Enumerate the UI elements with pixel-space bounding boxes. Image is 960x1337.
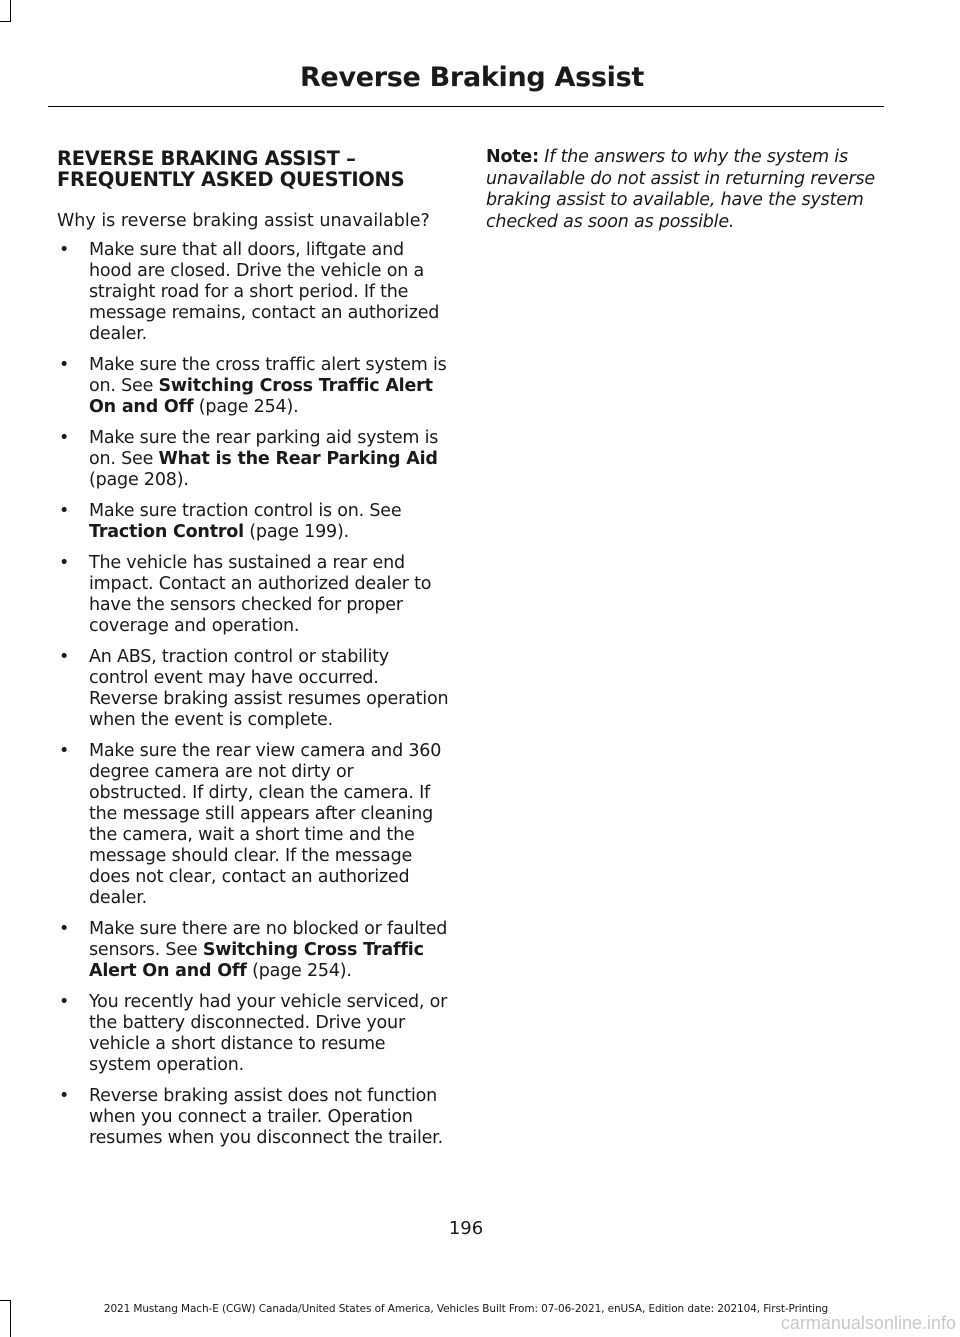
section-heading xyxy=(57,148,452,190)
faq-list-item xyxy=(57,919,452,982)
faq-list-item xyxy=(57,992,452,1076)
cross-reference-link[interactable]: What is the Rear Parking Aid xyxy=(158,449,438,469)
faq-list-item xyxy=(57,1086,452,1149)
page-number: 196 xyxy=(448,1218,484,1239)
right-column xyxy=(486,147,886,233)
cross-reference-link[interactable]: Switching Cross Traffic Alert On and Off xyxy=(89,376,433,417)
bullet-glyph: • xyxy=(59,501,70,521)
page-reference: (page 254). xyxy=(193,397,299,417)
list-item-text: Make sure the cross traffic alert system is on. See xyxy=(89,355,447,396)
bullet-glyph: • xyxy=(59,428,70,448)
cross-reference-link[interactable]: Switching Cross Traffic Alert On and Off xyxy=(89,940,424,981)
page-reference: (page 208). xyxy=(89,470,189,490)
faq-list-item xyxy=(57,240,452,345)
bullet-glyph: • xyxy=(59,919,70,939)
crop-mark xyxy=(10,0,11,22)
faq-answer-list xyxy=(57,240,452,1149)
section-heading-line2: FREQUENTLY ASKED QUESTIONS xyxy=(57,168,405,191)
list-item-text: Make sure that all doors, liftgate and hood are closed. Drive the vehicle on a straight road for a short period. If the message remains, contact an authorized dealer. xyxy=(89,240,440,344)
crop-mark xyxy=(0,1300,11,1301)
cross-reference-link[interactable]: Traction Control xyxy=(89,522,244,542)
list-item-text: Make sure the rear view camera and 360 degree camera are not dirty or obstructed. If dirty, clean the camera. If the message still appears after cleaning the camera, wait a short time and the message should clear. If the message does not clear, contact an authorized dealer. xyxy=(89,741,442,908)
header-divider xyxy=(48,106,884,107)
faq-list-item xyxy=(57,501,452,543)
list-item-text: Make sure there are no blocked or faulted sensors. See xyxy=(89,919,448,960)
section-heading-line1: REVERSE BRAKING ASSIST – xyxy=(57,147,356,170)
watermark-text: carmanualsonline.info xyxy=(780,1313,956,1333)
bullet-glyph: • xyxy=(59,355,70,375)
faq-list-item xyxy=(57,647,452,731)
note-label: Note: xyxy=(486,147,539,167)
list-item-text: Make sure traction control is on. See xyxy=(89,501,402,521)
footer-edition-text: 2021 Mustang Mach-E (CGW) Canada/United States of America, Vehicles Built From: 07-06-2021, enUSA, Edition date: 202104, First-Printing xyxy=(103,1303,829,1315)
page-reference: (page 254). xyxy=(246,961,352,981)
faq-list-item xyxy=(57,355,452,418)
bullet-glyph: • xyxy=(59,553,70,573)
list-item-text: Reverse braking assist does not function when you connect a trailer. Operation resumes when you disconnect the trailer. xyxy=(89,1086,443,1148)
note-paragraph xyxy=(486,147,886,233)
crop-mark xyxy=(0,21,11,22)
faq-list-item xyxy=(57,428,452,491)
bullet-glyph: • xyxy=(59,741,70,761)
bullet-glyph: • xyxy=(59,647,70,667)
left-column xyxy=(57,148,452,1159)
bullet-glyph: • xyxy=(59,1086,70,1106)
list-item-text: The vehicle has sustained a rear end impact. Contact an authorized dealer to have the sensors checked for proper coverage and operation. xyxy=(89,553,432,636)
page-header-title: Reverse Braking Assist xyxy=(299,62,644,93)
list-item-text: You recently had your vehicle serviced, or the battery disconnected. Drive your vehicle a short distance to resume system operation. xyxy=(89,992,448,1075)
bullet-glyph: • xyxy=(59,240,70,260)
faq-list-item xyxy=(57,553,452,637)
bullet-glyph: • xyxy=(59,992,70,1012)
note-text: If the answers to why the system is unavailable do not assist in returning reverse braking assist to available, have the system checked as soon as possible. xyxy=(486,147,876,232)
faq-question: Why is reverse braking assist unavailable? xyxy=(57,211,430,231)
list-item-text: Make sure the rear parking aid system is on. See xyxy=(89,428,439,469)
page-reference: (page 199). xyxy=(243,522,349,542)
list-item-text: An ABS, traction control or stability control event may have occurred. Reverse braking assist resumes operation when the event is complete. xyxy=(89,647,449,730)
faq-list-item xyxy=(57,741,452,909)
